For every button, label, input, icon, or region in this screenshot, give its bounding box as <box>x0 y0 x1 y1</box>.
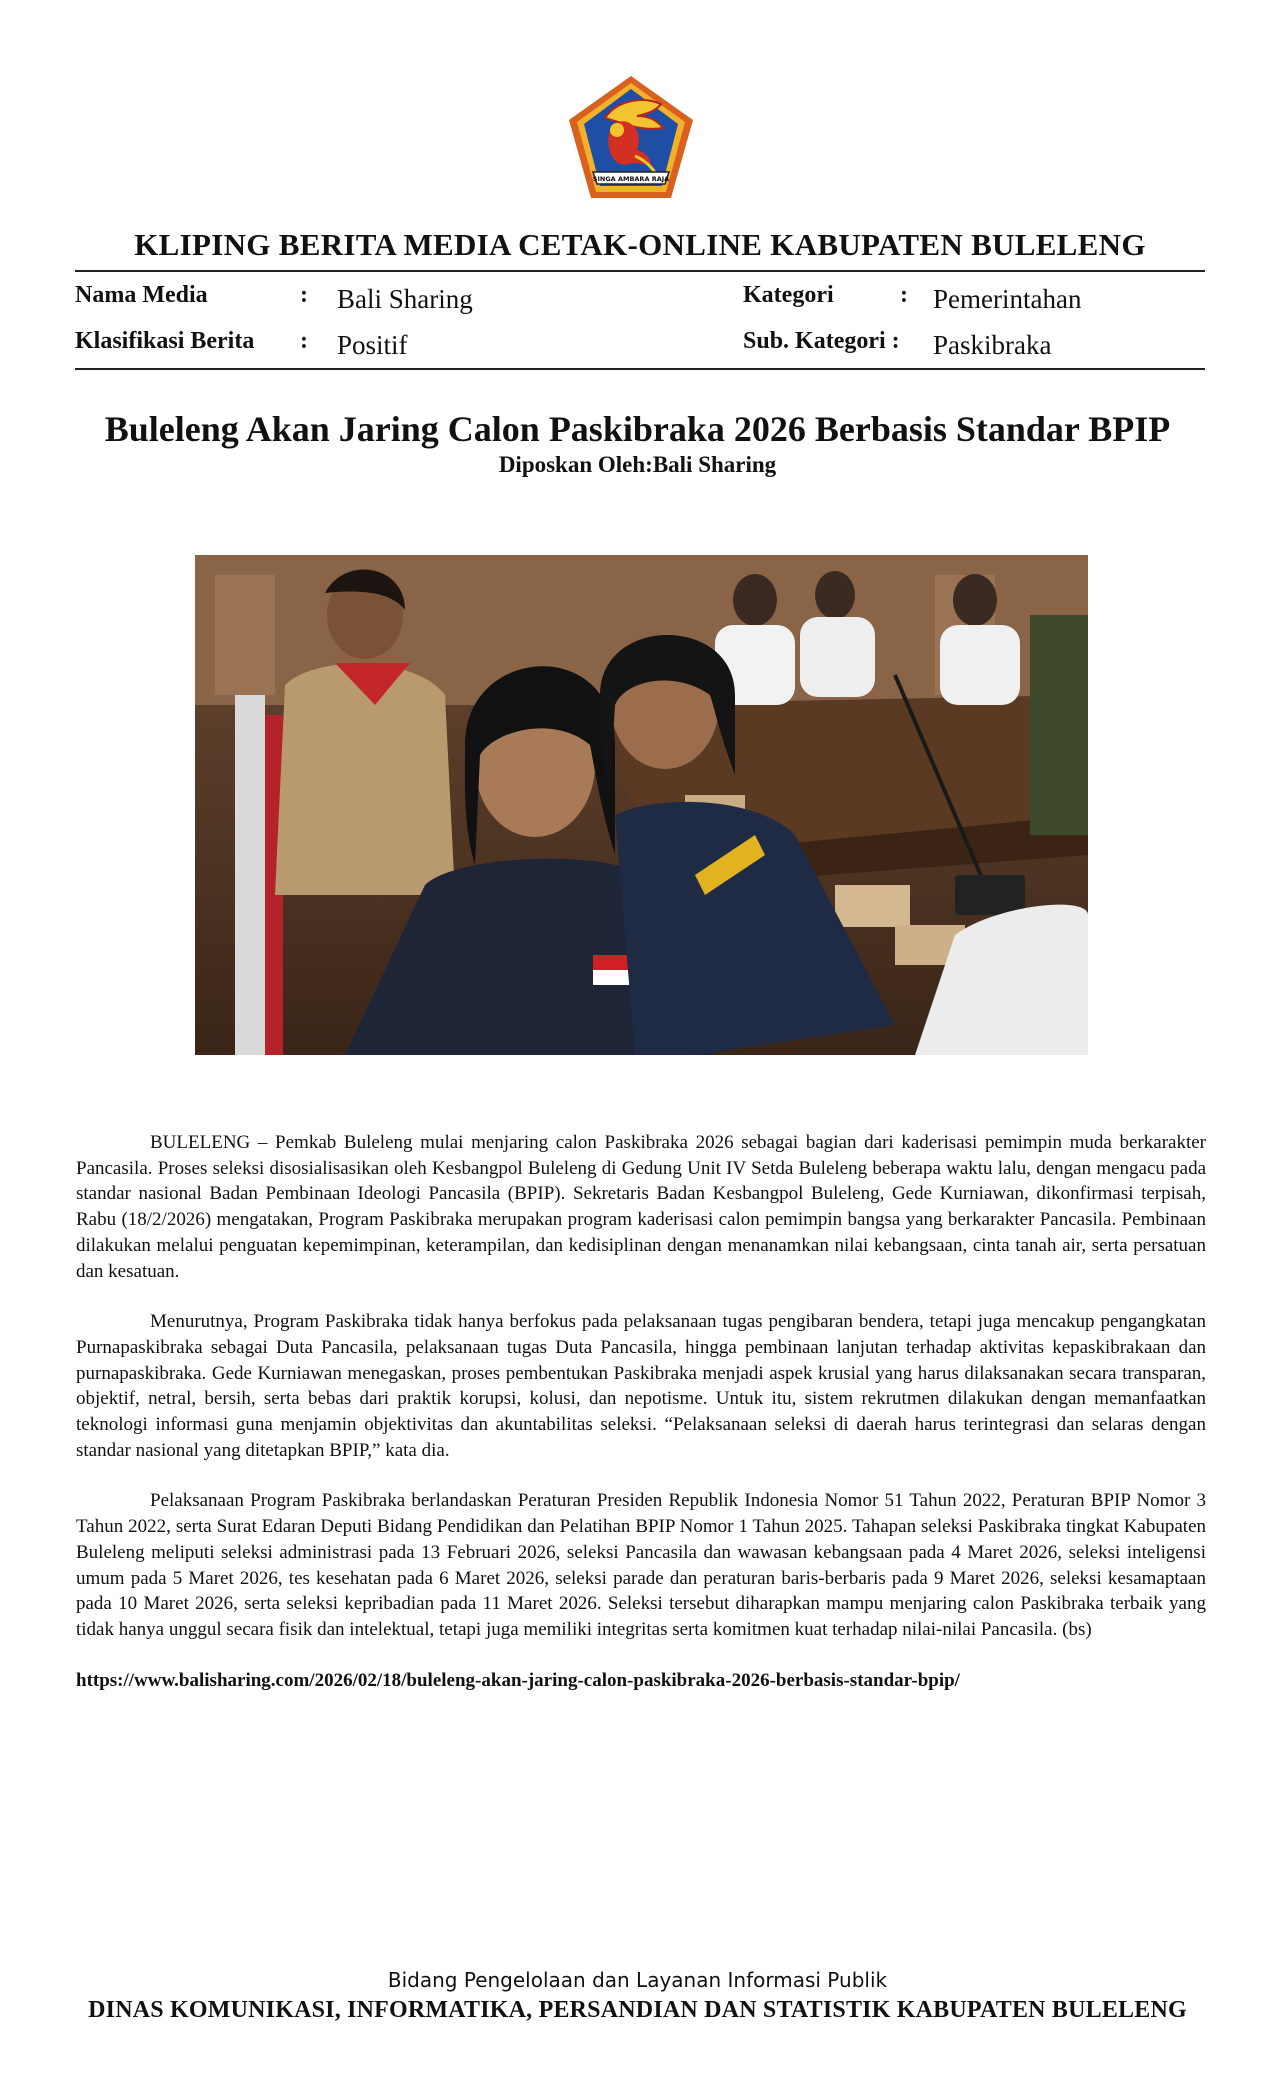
meta-row-1 <box>75 282 1205 322</box>
logo-motto: SINGA AMBARA RAJA <box>592 175 670 183</box>
article-paragraph: BULELENG – Pemkab Buleleng mulai menjaring calon Paskibraka 2026 sebagai bagian dari kaderisasi pemimpin muda berkarakter Pancasila. Proses seleksi disosialisasikan oleh Kesbangpol Buleleng di Gedung Unit IV Setda Buleleng beberapa waktu lalu, dengan mengacu pada standar nasional Badan Pembinaan Ideologi Pancasila (BPIP). Sekretaris Badan Kesbangpol Buleleng, Gede Kurniawan, dikonfirmasi terpisah, Rabu (18/2/2026) mengatakan, Program Paskibraka merupakan program kaderisasi calon pemimpin bangsa yang berkarakter Pancasila. Pembinaan dilakukan melalui penguatan kepemimpinan, keterampilan, dan kedisiplinan dengan menanamkan nilai kebangsaan, cinta tanah air, serta persatuan dan kesatuan. <box>76 1132 1206 1282</box>
article-byline: Diposkan Oleh:Bali Sharing <box>498 452 777 477</box>
news-photo-image <box>195 555 1088 1055</box>
meta-row-2 <box>75 328 1205 368</box>
kategori-label: Kategori <box>743 282 834 308</box>
media-label: Nama Media <box>75 282 208 308</box>
footer-division: Bidang Pengelolaan dan Layanan Informasi Publik <box>387 1968 888 1992</box>
buleleng-emblem-logo <box>565 72 697 204</box>
article-body <box>76 1130 1206 1693</box>
klasifikasi-value: Positif <box>337 330 408 360</box>
header-title: KLIPING BERITA MEDIA CETAK-ONLINE KABUPATEN BULELENG <box>134 227 1146 262</box>
article-paragraph: Menurutnya, Program Paskibraka tidak hanya berfokus pada pelaksanaan tugas pengibaran bendera, tetapi juga mencakup pengangkatan Purnapaskibraka sebagai Duta Pancasila, pelaksanaan tugas Duta Pancasila, hingga pembinaan lanjutan terhadap aktivitas kepaskibrakaan dan purnapaskibraka. Gede Kurniawan menegaskan, proses pembentukan Paskibraka menjadi aspek krusial yang harus dilaksanakan secara transparan, objektif, netral, bersih, serta bebas dari praktik korupsi, kolusi, dan nepotisme. Untuk itu, sistem rekrutmen dilakukan dengan memanfaatkan teknologi informasi guna menjamin objektivitas dan akuntabilitas seleksi. “Pelaksanaan seleksi di daerah harus terintegrasi dan selaras dengan standar nasional yang ditetapkan BPIP,” kata dia. <box>76 1311 1206 1461</box>
article-paragraph: Pelaksanaan Program Paskibraka berlandaskan Peraturan Presiden Republik Indonesia Nomor 51 Tahun 2022, Peraturan BPIP Nomor 3 Tahun 2022, serta Surat Edaran Deputi Bidang Pendidikan dan Pelatihan BPIP Nomor 1 Tahun 2025. Tahapan seleksi Paskibraka tingkat Kabupaten Buleleng meliputi seleksi administrasi pada 13 Februari 2026, seleksi Pancasila dan wawasan kebangsaan pada 4 Maret 2026, seleksi inteligensi umum pada 5 Maret 2026, tes kesehatan pada 6 Maret 2026, seleksi parade dan peraturan baris-berbaris pada 9 Maret 2026, seleksi kesamaptaan pada 10 Maret 2026, serta seleksi kepribadian pada 11 Maret 2026. Seleksi tersebut diharapkan mampu menjaring calon Paskibraka terbaik yang tidak hanya unggul secara fisik dan intelektual, tetapi juga memiliki integritas serta komitmen kuat terhadap nilai-nilai Pancasila. (bs) <box>76 1490 1206 1640</box>
kategori-value: Pemerintahan <box>933 284 1082 314</box>
subkategori-value: Paskibraka <box>933 330 1052 360</box>
document-header <box>75 220 1205 370</box>
article-title: Buleleng Akan Jaring Calon Paskibraka 2026 Berbasis Standar BPIP <box>104 409 1171 449</box>
singa-ambara-raja-icon <box>565 72 697 204</box>
kategori-colon: : <box>900 282 908 308</box>
footer-agency: DINAS KOMUNIKASI, INFORMATIKA, PERSANDIAN DAN STATISTIK KABUPATEN BULELENG <box>88 1997 1187 2023</box>
klasifikasi-label: Klasifikasi Berita <box>75 328 255 354</box>
subkategori-label: Sub. Kategori : <box>743 328 900 354</box>
header-bottom-rule <box>75 368 1205 370</box>
klasifikasi-colon: : <box>300 328 308 354</box>
source-url-link[interactable]: https://www.balisharing.com/2026/02/18/buleleng-akan-jaring-calon-paskibraka-2026-berbasis-standar-bpip/ <box>76 1669 960 1691</box>
media-value: Bali Sharing <box>337 284 473 314</box>
meta-table <box>75 272 1205 368</box>
news-photo <box>195 555 1088 1055</box>
media-colon: : <box>300 282 308 308</box>
